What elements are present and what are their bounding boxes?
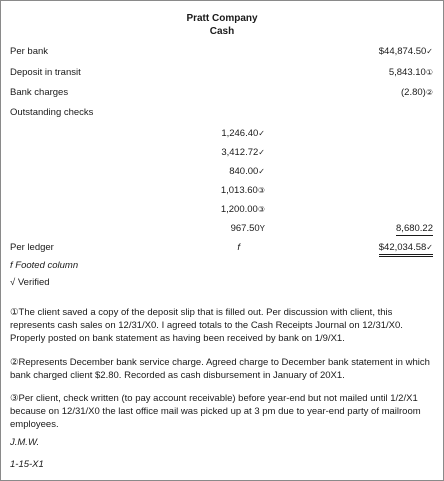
account-title: Cash — [209, 26, 235, 37]
per-ledger-label: Per ledger — [10, 242, 54, 253]
deposit-in-transit-amount: 5,843.10① — [388, 67, 433, 78]
check-amount: 840.00✓ — [229, 166, 265, 177]
per-ledger-amount: $42,034.58✓ — [379, 242, 433, 257]
bank-charges-label: Bank charges — [10, 87, 69, 98]
check-amount: 967.50Y — [230, 223, 265, 234]
prepared-date: 1-15-X1 — [10, 459, 44, 470]
per-bank-amount: $44,874.50✓ — [378, 46, 433, 57]
check-amount: 1,246.40✓ — [221, 128, 265, 139]
check-amount: 1,200.00③ — [220, 204, 265, 215]
bank-charges-amount: (2.80)② — [401, 87, 433, 98]
legend-footed: f Footed column — [10, 260, 79, 271]
preparer-initials: J.M.W. — [10, 437, 40, 448]
verified-mark: ✓ — [426, 47, 433, 56]
tickmark-1: ① — [425, 68, 433, 77]
check-amount: 3,412.72✓ — [221, 147, 265, 158]
outstanding-checks-total: 8,680.22 — [396, 223, 433, 234]
footed-mark: f — [237, 242, 240, 253]
company-name: Pratt Company — [186, 13, 258, 24]
note-2: ②Represents December bank service charge. Agreed charge to December bank statement in which bank charged client $2.80. Recorded as cash disbursement in January of 20X1. — [10, 357, 430, 381]
tickmark-2: ② — [425, 88, 433, 97]
check-amount: 1,013.60③ — [220, 185, 265, 196]
deposit-in-transit-label: Deposit in transit — [10, 67, 81, 78]
legend-verified: √ Verified — [10, 277, 50, 288]
note-1: ①The client saved a copy of the deposit slip that is filled out. Per discussion with client, this represents cash sales on 12/31/X0. I agreed totals to the Cash Receipts Journal on 12/31/X0. Properly posted on bank statement as having been received by bank on 1/9/X1. — [10, 307, 403, 344]
note-3: ③Per client, check written (to pay account receivable) before year-end but not mailed until 1/2/X1 because on 12/31/X0 the last office mail was picked up at 3 pm due to year-end party of mailroom employees. — [10, 393, 421, 430]
outstanding-checks-label: Outstanding checks — [10, 107, 94, 118]
per-bank-label: Per bank — [10, 46, 49, 57]
